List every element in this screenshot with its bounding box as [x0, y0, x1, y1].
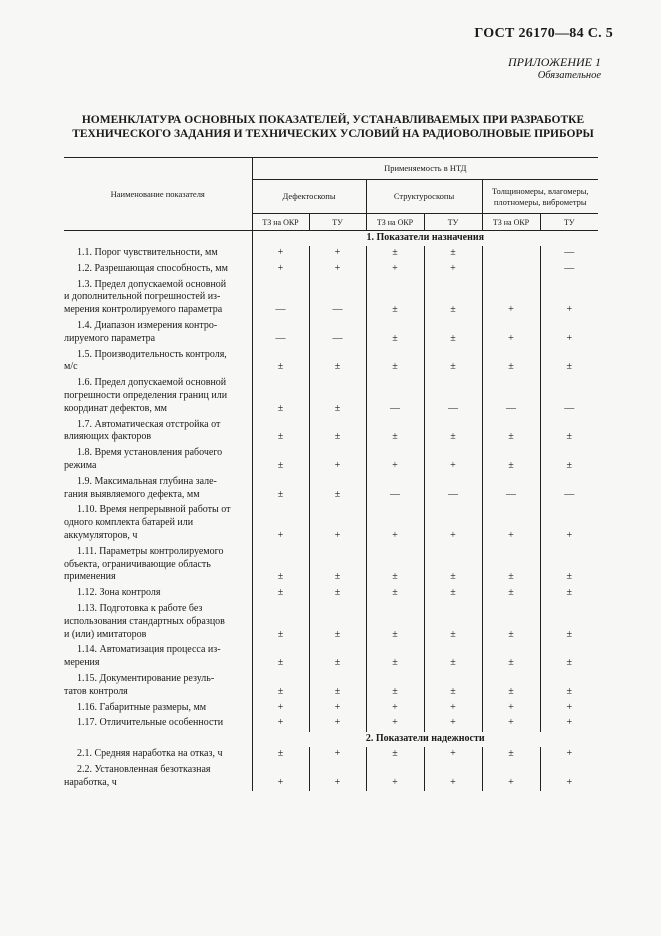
indicator-name-line: 1.9. Максимальная глубина зале- — [77, 475, 217, 487]
applicability-mark: ± — [309, 586, 366, 602]
indicator-name-line: 1.16. Габаритные размеры, мм — [77, 701, 207, 713]
applicability-mark: ± — [252, 418, 309, 447]
applicability-mark: ± — [540, 602, 598, 643]
indicator-name-line: 1.13. Подготовка к работе без — [77, 602, 203, 614]
applicability-mark: — — [540, 246, 598, 262]
indicator-name-line: влияющих факторов — [64, 431, 152, 443]
table-row — [64, 319, 598, 348]
applicability-mark: ± — [540, 545, 598, 586]
applicability-mark: + — [424, 701, 482, 717]
table-row — [64, 246, 598, 262]
applicability-mark: + — [540, 716, 598, 732]
appendix-type: Обязательное — [537, 70, 601, 81]
indicator-name — [64, 246, 252, 262]
indicator-name-line: координат дефектов, мм — [64, 402, 167, 414]
indicator-name-line: 2.2. Установленная безотказная — [77, 763, 211, 775]
indicator-name-line: погрешности определения границ или — [64, 389, 228, 401]
indicator-name-line: 1.5. Производительность контроля, — [77, 348, 227, 360]
applicability-mark: + — [540, 503, 598, 544]
applicability-mark: ± — [252, 747, 309, 763]
table-row — [64, 672, 598, 701]
applicability-mark: ± — [366, 545, 424, 586]
appendix-block — [508, 56, 601, 82]
applicability-mark: ± — [366, 672, 424, 701]
subheader-tu: ТУ — [424, 214, 482, 231]
applicability-mark: ± — [252, 545, 309, 586]
applicability-mark: + — [252, 716, 309, 732]
table-row — [64, 418, 598, 447]
indicator-name-line: 1.7. Автоматическая отстройка от — [77, 418, 221, 430]
table-row — [64, 747, 598, 763]
applicability-mark: ± — [424, 643, 482, 672]
applicability-mark: + — [424, 763, 482, 792]
applicability-mark: — — [366, 475, 424, 504]
table-row — [64, 602, 598, 643]
applicability-mark: ± — [309, 643, 366, 672]
indicator-name — [64, 446, 252, 475]
applicability-mark: + — [252, 246, 309, 262]
applicability-mark: ± — [366, 246, 424, 262]
indicator-name — [64, 319, 252, 348]
applicability-mark: ± — [424, 418, 482, 447]
applicability-mark: + — [540, 319, 598, 348]
applicability-mark: ± — [309, 348, 366, 377]
applicability-mark: + — [252, 262, 309, 278]
table-row — [64, 643, 598, 672]
indicator-name-line: лируемого параметра — [64, 332, 156, 344]
indicator-name — [64, 747, 252, 763]
applicability-mark: — — [309, 278, 366, 319]
indicator-name-line: 1.2. Разрешающая способность, мм — [77, 262, 228, 274]
applicability-mark: ± — [540, 418, 598, 447]
section-spacer — [64, 231, 252, 247]
indicators-table — [64, 157, 598, 791]
table-row — [64, 503, 598, 544]
applicability-mark: ± — [482, 545, 540, 586]
table-row — [64, 716, 598, 732]
applicability-mark: ± — [252, 475, 309, 504]
indicator-name-line: использования стандартных образцов — [64, 615, 225, 627]
section-title: 1. Показатели назначения — [252, 231, 598, 247]
indicator-name — [64, 376, 252, 417]
table-row — [64, 348, 598, 377]
indicator-name-line: одного комплекта батарей или — [64, 517, 194, 529]
indicator-name — [64, 716, 252, 732]
indicator-name-line: применения — [64, 571, 116, 583]
applicability-mark: ± — [252, 348, 309, 377]
table-row — [64, 262, 598, 278]
indicator-name — [64, 586, 252, 602]
indicator-name-line: м/с — [64, 361, 78, 373]
indicator-name — [64, 278, 252, 319]
applicability-mark: ± — [540, 348, 598, 377]
applicability-mark: ± — [366, 418, 424, 447]
indicator-name-line: и (или) имитаторов — [64, 628, 147, 640]
indicator-name — [64, 643, 252, 672]
applicability-mark: + — [482, 716, 540, 732]
applicability-mark: ± — [424, 246, 482, 262]
applicability-mark — [482, 262, 540, 278]
applicability-mark: ± — [366, 319, 424, 348]
column-header-name: Наименование показателя — [64, 158, 252, 231]
applicability-mark: ± — [252, 672, 309, 701]
applicability-mark: ± — [252, 586, 309, 602]
indicator-name-line: гания выявляемого дефекта, мм — [64, 488, 200, 500]
applicability-mark: ± — [540, 446, 598, 475]
applicability-mark: ± — [424, 602, 482, 643]
document-title-line-2: ТЕХНИЧЕСКОГО ЗАДАНИЯ И ТЕХНИЧЕСКИХ УСЛОВИЙ НА РАДИОВОЛНОВЫЕ ПРИБОРЫ — [72, 128, 594, 140]
applicability-mark: + — [309, 246, 366, 262]
applicability-mark: ± — [309, 475, 366, 504]
applicability-mark: + — [540, 763, 598, 792]
applicability-mark: — — [252, 319, 309, 348]
indicator-name — [64, 763, 252, 792]
applicability-mark: + — [424, 716, 482, 732]
applicability-mark: ± — [482, 348, 540, 377]
applicability-mark: — — [366, 376, 424, 417]
applicability-mark: ± — [309, 672, 366, 701]
applicability-mark: + — [309, 446, 366, 475]
applicability-mark: + — [252, 763, 309, 792]
applicability-mark: + — [482, 503, 540, 544]
section-title: 2. Показатели надежности — [252, 732, 598, 747]
subheader-tu: ТУ — [540, 214, 598, 231]
applicability-mark: ± — [540, 672, 598, 701]
applicability-mark: + — [309, 716, 366, 732]
applicability-mark: + — [540, 747, 598, 763]
applicability-mark: ± — [482, 418, 540, 447]
applicability-mark: ± — [482, 446, 540, 475]
document-title — [68, 113, 598, 141]
applicability-mark: — — [540, 475, 598, 504]
indicator-name — [64, 545, 252, 586]
indicator-name — [64, 602, 252, 643]
applicability-mark: + — [252, 503, 309, 544]
applicability-mark: ± — [366, 348, 424, 377]
applicability-mark: ± — [366, 643, 424, 672]
table-row — [64, 376, 598, 417]
subheader-tu: ТУ — [309, 214, 366, 231]
applicability-mark: ± — [309, 545, 366, 586]
applicability-mark: — — [540, 376, 598, 417]
applicability-mark: — — [252, 278, 309, 319]
applicability-mark: + — [540, 701, 598, 717]
indicator-name-line: объекта, ограничивающие область — [64, 558, 211, 570]
applicability-mark: + — [424, 262, 482, 278]
applicability-mark: + — [366, 503, 424, 544]
applicability-mark: ± — [366, 747, 424, 763]
applicability-mark: + — [424, 446, 482, 475]
table-row — [64, 446, 598, 475]
table-row — [64, 475, 598, 504]
applicability-mark: + — [309, 763, 366, 792]
applicability-mark — [482, 246, 540, 262]
applicability-mark: + — [309, 503, 366, 544]
applicability-mark: + — [540, 278, 598, 319]
applicability-mark: ± — [424, 319, 482, 348]
applicability-mark: + — [366, 763, 424, 792]
applicability-mark: ± — [482, 586, 540, 602]
table-row — [64, 586, 598, 602]
indicator-name-line: 1.8. Время установления рабочего — [77, 447, 223, 459]
applicability-mark: + — [366, 446, 424, 475]
section-spacer — [64, 732, 252, 747]
table-body — [64, 231, 598, 792]
indicator-name-line: татов контроля — [64, 685, 128, 697]
indicator-name-line: 1.15. Документирование резуль- — [77, 672, 215, 684]
group-header-thickness-gauges: Толщиномеры, влагомеры, плотномеры, виброметры — [482, 180, 598, 214]
section-header — [64, 231, 598, 247]
applicability-mark: + — [424, 747, 482, 763]
applicability-mark: ± — [424, 545, 482, 586]
indicator-name-line: 1.17. Отличительные особенности — [77, 717, 224, 729]
applicability-mark: ± — [252, 446, 309, 475]
applicability-mark: ± — [424, 672, 482, 701]
applicability-mark: ± — [252, 643, 309, 672]
applicability-mark: — — [424, 376, 482, 417]
indicator-name-line: 1.14. Автоматизация процесса из- — [77, 644, 221, 656]
applicability-mark: ± — [309, 418, 366, 447]
applicability-mark: + — [309, 747, 366, 763]
indicator-name — [64, 262, 252, 278]
applicability-mark: ± — [540, 586, 598, 602]
applicability-mark: — — [424, 475, 482, 504]
applicability-mark: ± — [366, 278, 424, 319]
applicability-mark: + — [424, 503, 482, 544]
group-header-structuroscopes: Структуроскопы — [366, 180, 482, 214]
table-row — [64, 763, 598, 792]
subheader-tz: ТЗ на ОКР — [366, 214, 424, 231]
applicability-mark: ± — [366, 602, 424, 643]
indicator-name-line: 1.3. Предел допускаемой основной — [77, 278, 227, 290]
indicator-name-line: 1.12. Зона контроля — [77, 587, 161, 599]
indicator-name — [64, 672, 252, 701]
applicability-mark: ± — [252, 376, 309, 417]
applicability-mark: — — [309, 319, 366, 348]
page-header: ГОСТ 26170—84 С. 5 — [474, 26, 613, 41]
applicability-mark: + — [252, 701, 309, 717]
applicability-mark: + — [482, 278, 540, 319]
applicability-mark: ± — [309, 376, 366, 417]
table-row — [64, 701, 598, 717]
applicability-mark: ± — [252, 602, 309, 643]
document-title-line-1: НОМЕНКЛАТУРА ОСНОВНЫХ ПОКАЗАТЕЛЕЙ, УСТАНАВЛИВАЕМЫХ ПРИ РАЗРАБОТКЕ — [81, 114, 585, 126]
indicator-name-line: 1.11. Параметры контролируемого — [77, 545, 224, 557]
applicability-mark: — — [540, 262, 598, 278]
applicability-mark: ± — [424, 586, 482, 602]
indicator-name — [64, 348, 252, 377]
applicability-mark: + — [309, 701, 366, 717]
subheader-tz: ТЗ на ОКР — [252, 214, 309, 231]
indicator-name-line: 1.1. Порог чувствительности, мм — [77, 247, 218, 258]
indicator-name-line: 2.1. Средняя наработка на отказ, ч — [77, 748, 223, 760]
table-row — [64, 545, 598, 586]
indicator-name-line: и дополнительной погрешностей из- — [64, 291, 221, 303]
applicability-mark: + — [482, 701, 540, 717]
applicability-mark: + — [482, 319, 540, 348]
applicability-mark: + — [309, 262, 366, 278]
indicator-name — [64, 418, 252, 447]
applicability-mark: ± — [540, 643, 598, 672]
applicability-mark: ± — [482, 672, 540, 701]
indicator-name — [64, 701, 252, 717]
applicability-mark: — — [482, 475, 540, 504]
applicability-mark: + — [366, 262, 424, 278]
appendix-label: ПРИЛОЖЕНИЕ 1 — [508, 55, 601, 69]
indicator-name-line: 1.10. Время непрерывной работы от — [77, 504, 231, 516]
indicator-name-line: 1.6. Предел допускаемой основной — [77, 377, 227, 389]
applicability-mark: ± — [424, 348, 482, 377]
group-header-defectoscopes: Дефектоскопы — [252, 180, 366, 214]
applicability-mark: + — [482, 763, 540, 792]
applicability-mark: ± — [424, 278, 482, 319]
indicator-name-line: мерения — [64, 657, 100, 669]
applicability-mark: + — [366, 716, 424, 732]
indicator-name — [64, 475, 252, 504]
indicator-name-line: режима — [64, 459, 97, 471]
indicator-name — [64, 503, 252, 544]
indicator-name-line: мерения контролируемого параметра — [64, 304, 223, 316]
subheader-tz: ТЗ на ОКР — [482, 214, 540, 231]
applicability-mark: + — [366, 701, 424, 717]
indicator-name-line: наработка, ч — [64, 776, 117, 788]
applicability-mark: ± — [482, 747, 540, 763]
applicability-mark: ± — [366, 586, 424, 602]
table-row — [64, 278, 598, 319]
applicability-mark: ± — [309, 602, 366, 643]
indicator-name-line: 1.4. Диапазон измерения контро- — [77, 319, 218, 331]
applicability-mark: ± — [482, 602, 540, 643]
applicability-mark: — — [482, 376, 540, 417]
indicator-name-line: аккумуляторов, ч — [64, 529, 138, 541]
column-header-applicability: Применяемость в НТД — [252, 158, 598, 180]
section-header — [64, 732, 598, 747]
applicability-mark: ± — [482, 643, 540, 672]
